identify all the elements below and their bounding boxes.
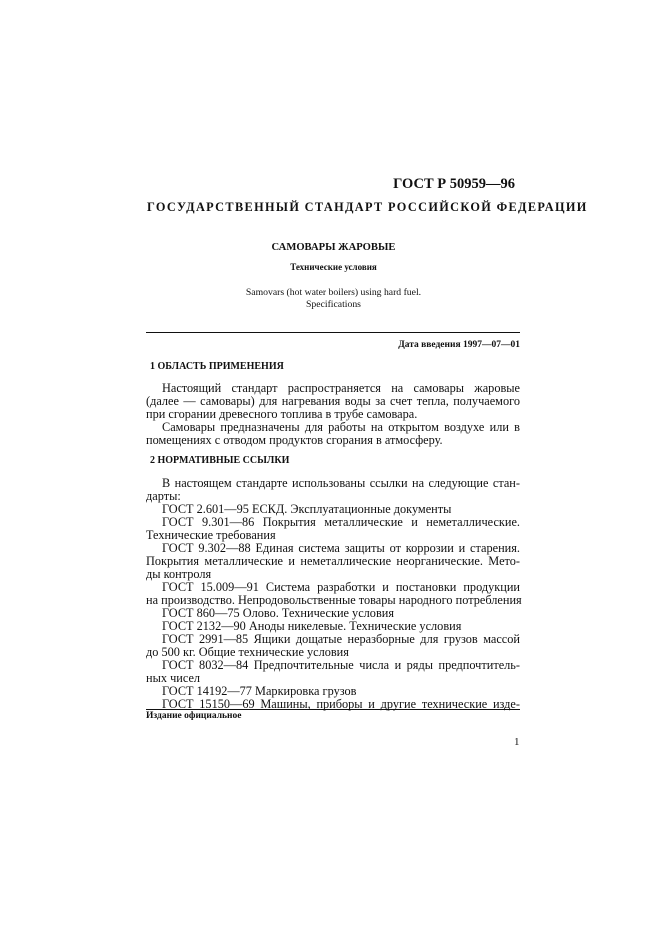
document-title: САМОВАРЫ ЖАРОВЫЕ <box>271 242 396 253</box>
reference-line: ГОСТ 15150—69 Машины, приборы и другие технические изде- <box>162 697 520 711</box>
reference-line: ГОСТ 8032—84 Предпочтительные числа и ряды предпочтитель- <box>162 658 520 672</box>
reference-line: ГОСТ 2991—85 Ящики дощатые неразборные для грузов массой <box>162 632 520 646</box>
section-heading-scope: 1 ОБЛАСТЬ ПРИМЕНЕНИЯ <box>150 361 284 372</box>
text-line: при сгорании древесного топлива в трубе самовара. <box>146 407 418 421</box>
text-line: дарты: <box>146 489 181 503</box>
text-line: Настоящий стандарт распространяется на самовары жаровые <box>162 381 520 395</box>
official-edition-note: Издание официальное <box>146 711 242 721</box>
reference-line: ГОСТ 14192—77 Маркировка грузов <box>162 684 357 698</box>
english-title-line: Specifications <box>306 298 361 310</box>
reference-line: ГОСТ 860—75 Олово. Технические условия <box>162 606 394 620</box>
reference-line: ГОСТ 2.601—95 ЕСКД. Эксплуатационные документы <box>162 502 452 516</box>
page-number: 1 <box>514 736 520 748</box>
reference-line: ГОСТ 9.302—88 Единая система защиты от коррозии и старения. <box>162 541 520 555</box>
state-standard-heading: ГОСУДАРСТВЕННЫЙ СТАНДАРТ РОССИЙСКОЙ ФЕДЕРАЦИИ <box>147 200 588 214</box>
footer-divider <box>146 709 520 710</box>
text-line: до 500 кг. Общие технические условия <box>146 645 349 659</box>
introduction-date: Дата введения 1997—07—01 <box>398 340 520 350</box>
text-line: Самовары предназначены для работы на открытом воздухе или в <box>162 420 520 434</box>
document-subtitle: Технические условия <box>290 262 377 272</box>
text-line: Покрытия металлические и неметаллические неорганические. Мето- <box>146 554 520 568</box>
text-line: помещениях с отводом продуктов сгорания в атмосферу. <box>146 433 443 447</box>
reference-line: ГОСТ 2132—90 Аноды никелевые. Технические условия <box>162 619 462 633</box>
english-title <box>147 287 520 310</box>
reference-line: ГОСТ 9.301—86 Покрытия металлические и неметаллические. <box>162 515 520 529</box>
english-title-line: Samovars (hot water boilers) using hard fuel. <box>245 287 422 298</box>
section-heading-references: 2 НОРМАТИВНЫЕ ССЫЛКИ <box>150 455 290 466</box>
text-line: на производство. Непродовольственные товары народного потребления <box>146 593 522 607</box>
document-number: ГОСТ Р 50959—96 <box>393 176 515 192</box>
text-line: ды контроля <box>146 567 212 581</box>
title-divider <box>146 332 520 333</box>
text-line: (далее — самовары) для нагревания воды за счет тепла, получаемого <box>146 394 520 408</box>
text-line: ных чисел <box>146 671 201 685</box>
text-line: В настоящем стандарте использованы ссылки на следующие стан- <box>162 476 520 490</box>
reference-line: ГОСТ 15.009—91 Система разработки и постановки продукции <box>162 580 520 594</box>
text-line: Технические требования <box>146 528 276 542</box>
